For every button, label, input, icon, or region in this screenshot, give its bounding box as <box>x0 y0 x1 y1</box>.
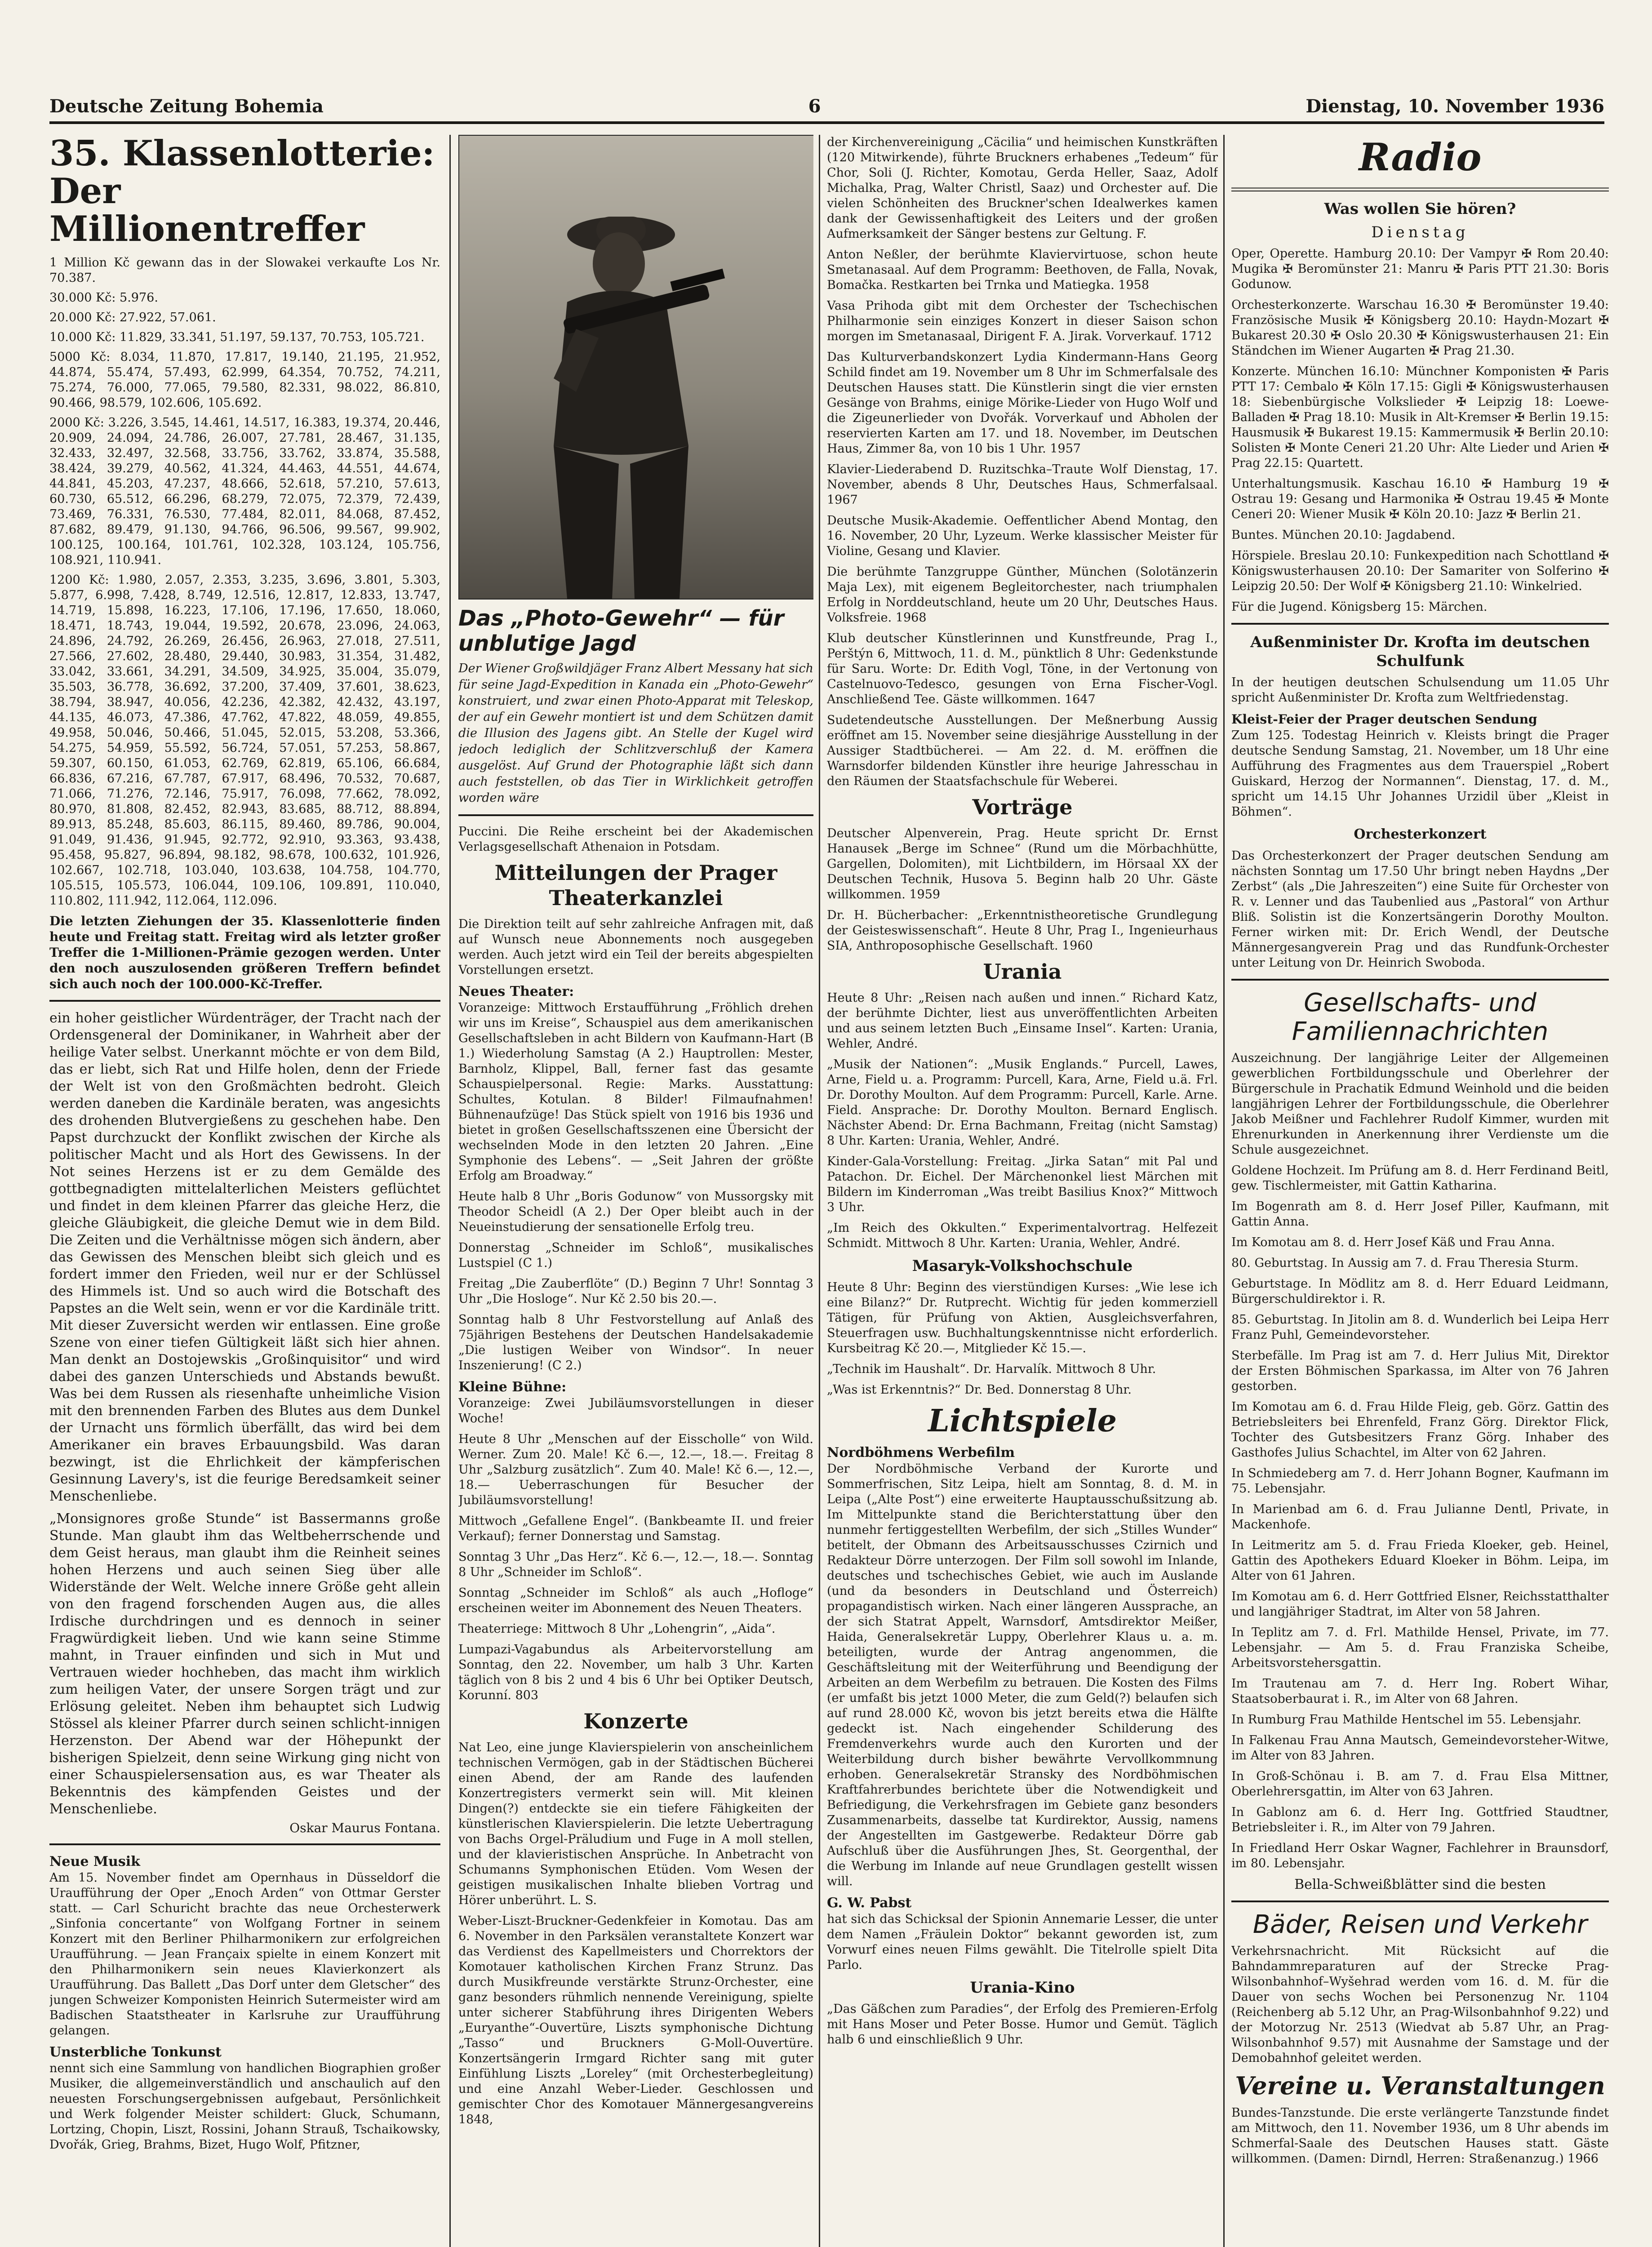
neues-theater-item: Donnerstag „Schneider im Schloß“, musikalisches Lustspiel (C 1.) <box>458 1241 813 1270</box>
urania-kino-text: „Das Gäßchen zum Paradies“, der Erfolg des Premieren-Erfolg mit Hans Moser und Peter Bosse. Humor und Gemüt. Täglich halb 6 und einschließlich 9 Uhr. <box>827 2002 1218 2047</box>
radio-item: Oper, Operette. Hamburg 20.10: Der Vampyr ✠ Rom 20.40: Mugika ✠ Beromünster 21: Manru ✠ Paris PTT 21.30: Boris Godunow. <box>1231 247 1609 291</box>
bella-advert: Bella-Schweißblätter sind die besten <box>1294 1877 1546 1892</box>
urania-kino-title: Urania-Kino <box>970 1979 1075 1997</box>
column-rule <box>819 135 820 2247</box>
pabst-title: G. W. Pabst <box>827 1895 912 1911</box>
prize-line: 30.000 Kč: 5.976. <box>49 291 158 305</box>
prize-line: 1 Million Kč gewann das in der Slowakei verkaufte Los Nr. 70.387. <box>49 256 440 285</box>
gesell-item: Goldene Hochzeit. Im Prüfung am 8. d. Herr Ferdinand Beitl, gew. Tischlermeister, mit Gattin Katharina. <box>1231 1163 1609 1193</box>
col3-intro: der Kirchenvereinigung „Cäcilia“ und heimischen Kunstkräften (120 Mitwirkende), führte Bruckners erhabenes „Tedeum“ für Chor, Soli (J. Richter, Komotau, Gerda Heller, Saaz, Adolf Michalka, Prag, Walter Christl, Saaz) und Orchester auf. Die vielen Schönheiten des Bruckner'schen Idealwerkes kamen dank der Gewissenhaftigkeit des Leiters und der großen Aufmerksamkeit der Sänger bestens zur Geltung. F. <box>827 135 1218 241</box>
baeder-text: Verkehrsnachricht. Mit Rücksicht auf die Bahndammreparaturen auf der Strecke Prag-Wilsonbahnhof–Wyšehrad werden vom 16. d. M. für die Dauer von sechs Wochen bei Personenzug Nr. 1104 (Reichenberg ab 5.12 Uhr, an Prag-Wilsonbahnhof 9.22) und der Motorzug Nr. 2513 (Wiedvat ab 5.87 Uhr, an Prag-Wilsonbahnhof 9.57) mit Ausnahme der Samstage und der Demobahnhof geleitet werden. <box>1231 1944 1609 2065</box>
kleine-buehne-item: Theaterriege: Mittwoch 8 Uhr „Lohengrin“, „Aida“. <box>458 1622 776 1636</box>
kleist-title: Kleist-Feier der Prager deutschen Sendung <box>1231 712 1537 727</box>
concert-notice: Das Kulturverbandskonzert Lydia Kindermann-Hans Georg Schild findet am 19. November um 8 Uhr im Schmerfalsale des Deutschen Hauses statt. Die Künstlerin singt die vier ernsten Gesänge von Brahms, einige Mörike-Lieder von Hugo Wolf und die Zigeunerlieder von Dvořák. Vorverkauf und Abholen der reservierten Karten am 17. und 18. November, im Deutschen Haus, Zimmer 8a, von 10 bis 1 Uhr. 1957 <box>827 350 1218 456</box>
divider <box>1231 623 1609 625</box>
gesell-item: 80. Geburtstag. In Aussig am 7. d. Frau Theresia Sturm. <box>1231 1256 1579 1270</box>
neue-musik-title: Neue Musik <box>49 1854 140 1870</box>
tonkunst-text: nennt sich eine Sammlung von handlichen Biographien großer Musiker, die allgemeinverständlich und anschaulich auf den neuesten Forschungsergebnissen aufgebaut, Persönlichkeit und Werk folgender Meister schildert: Gluck, Schumann, Lortzing, Chopin, Liszt, Rossini, Johann Strauß, Tschaikowsky, Dvořák, Grieg, Brahms, Bizet, Hugo Wolf, Pfitzner, <box>49 2061 440 2152</box>
radio-item: Buntes. München 20.10: Jagdabend. <box>1231 528 1456 542</box>
neue-musik-text: Am 15. November findet am Opernhaus in Düsseldorf die Uraufführung der Oper „Enoch Arden“ von Ottmar Gerster statt. — Carl Schuricht brachte das neue Orchesterwerk „Sinfonia concertante“ von Wolfgang Fortner in seinem Konzert mit den Berliner Philharmonikern zur erfolgreichen Uraufführung. — Jean Françaix spielte in einem Konzert mit den Philharmonikern sein neues Klavierkonzert als Uraufführung. Das Ballett „Das Dorf unter dem Gletscher“ des jungen Schweizer Komponisten Heinrich Sutermeister wird am Badischen Staatstheater in Karlsruhe zur Uraufführung gelangen. <box>49 1871 440 2038</box>
konzerte-item: Nat Leo, eine junge Klavierspielerin von anscheinlichem technischen Vermögen, gab in der Städtischen Bücherei einen Abend, der am Rande des laufenden Konzertregisters vermerkt sein will. Mit kleinen Dingen(?) entdeckte sie ein tiefere Fähigkeiten der künstlerischen Klavierspielerin. Die letzte Uebertragung von Bachs Orgel-Präludium und Fuge in A moll stellen, und der klavieristischen Ansprüche. In Anbetracht von Schumanns Symphonischen Etüden. Vom Wesen der geistigen musikalischen Inhalte blieben Vortrag und Hörer unberührt. L. S. <box>458 1741 813 1907</box>
column-rule <box>1223 135 1225 2247</box>
masaryk-title: Masaryk-Volkshochschule <box>912 1257 1133 1275</box>
gesell-item: Im Bogenrath am 8. d. Herr Josef Piller, Kaufmann, mit Gattin Anna. <box>1231 1199 1609 1229</box>
gesell-item: In Groß-Schönau i. B. am 7. d. Frau Elsa Mittner, Oberlehrersgattin, im Alter von 63 Jahren. <box>1231 1769 1609 1798</box>
urania-item: Kinder-Gala-Vorstellung: Freitag. „Jirka Satan“ mit Pal und Patachon. Dr. Eichel. Der Märchenonkel liest Märchen mit Bildern im Kinderroman „Was treibt Basilius Knox?“ Mittwoch 3 Uhr. <box>827 1155 1218 1214</box>
concert-notice: Anton Neßler, der berühmte Klaviervirtuose, schon heute Smetanasaal. Auf dem Programm: Beethoven, de Falla, Novak, Bomačka. Restkarten bei Trnka und Matiegka. 1958 <box>827 248 1218 292</box>
gesell-item: In Friedland Herr Oskar Wagner, Fachlehrer in Braunsdorf, im 80. Lebensjahr. <box>1231 1841 1609 1870</box>
divider <box>1231 979 1609 981</box>
vereine-text: Bundes-Tanzstunde. Die erste verlängerte Tanzstunde findet am Mittwoch, den 11. November 1936, um 8 Uhr abends im Schmerfal-Saale des Deutschen Hauses statt. Gäste willkommen. (Damen: Dirndl, Herren: Straßenanzug.) 1966 <box>1231 2106 1609 2166</box>
gesell-title: Gesellschafts- und Familiennachrichten <box>1292 988 1549 1046</box>
gesell-item: Geburtstage. In Mödlitz am 8. d. Herr Eduard Leidmann, Bürgerschuldirektor i. R. <box>1231 1277 1609 1306</box>
gesell-item: 85. Geburtstag. In Jitolin am 8. d. Wunderlich bei Leipa Herr Franz Puhl, Gemeindevorsteher. <box>1231 1313 1609 1342</box>
divider <box>1231 187 1609 191</box>
vortraege-item: Dr. H. Bücherbacher: „Erkenntnistheoretische Grundlegung der Geisteswissenschaft“. Heute 8 Uhr, Prag I., Ingenieurhaus SIA, Anthroposophische Gesellschaft. 1960 <box>827 908 1218 953</box>
tonkunst-title: Unsterbliche Tonkunst <box>49 2044 222 2060</box>
prize-line: 1200 Kč: 1.980, 2.057, 2.353, 3.235, 3.696, 3.801, 5.303, 5.877, 6.998, 7.428, 8.749, 12.516, 12.817, 12.833, 13.747, 14.719, 15.898, 16.223, 17.106, 17.196, 17.650, 18.060, 18.471, 18.743, 19.044, 19.592, 20.678, 23.096, 24.063, 24.896, 24.792, 26.269, 26.456, 26.963, 27.018, 27.511, 27.566, 27.602, 28.480, 29.440, 30.983, 31.354, 31.482, 33.042, 33.661, 34.291, 34.509, 34.925, 35.004, 35.079, 35.503, 36.778, 36.692, 37.200, 37.409, 37.601, 38.623, 38.794, 38.947, 40.056, 42.236, 42.382, 42.432, 43.197, 44.135, 46.073, 47.386, 47.762, 47.822, 48.059, 49.855, 49.958, 50.046, 50.466, 51.045, 52.015, 53.208, 53.366, 54.275, 54.959, 55.592, 56.724, 57.051, 57.253, 58.867, 59.307, 60.150, 61.053, 62.769, 62.819, 65.106, 66.684, 66.836, 67.216, 67.787, 67.917, 68.496, 70.532, 70.687, 71.066, 71.276, 72.146, 75.917, 76.098, 77.662, 78.092, 80.970, 81.808, 82.452, 82.943, 83.685, 88.712, 88.894, 89.913, 85.248, 85.603, 86.115, 89.460, 89.786, 90.004, 91.049, 91.436, 91.945, 92.772, 92.910, 93.363, 93.438, 95.458, 95.827, 96.894, 98.182, 98.678, 100.632, 101.926, 102.667, 102.718, 103.040, 103.638, 104.758, 104.770, 105.515, 105.573, 106.044, 109.106, 109.891, 110.040, 110.802, 111.942, 112.064, 112.096. <box>49 573 440 908</box>
concert-notice: Sudetendeutsche Ausstellungen. Der Meßnerbung Aussig eröffnet am 15. November seine diesjährige Ausstellung in der Aussiger Stadtbücherei. — Am 22. d. M. eröffnen die Warnsdorfer bildenden Künstler ihre heurige Jahresschau in den Räumen der Staatsfachschule für Weberei. <box>827 713 1218 788</box>
urania-item: „Musik der Nationen“: „Musik Englands.“ Purcell, Lawes, Arne, Field u. a. Programm: Purcell, Kara, Arne, Field u.ä. Frl. Dr. Dorothy Moulton. Auf dem Programm: Purcell, Karle. Arne. Field. Ansprache: Dr. Dorothy Moulton. Bernard Englisch. Nächster Abend: Dr. Erna Bachmann, Freitag (nicht Samstag) 8 Uhr. Karten: Urania, Wehler, André. <box>827 1057 1218 1148</box>
divider <box>458 814 813 816</box>
gesell-item: In Rumburg Frau Mathilde Hentschel im 55. Lebensjahr. <box>1231 1713 1581 1727</box>
kleine-buehne-title: Kleine Bühne: <box>458 1379 567 1395</box>
gesell-item: In Leitmeritz am 5. d. Frau Frieda Kloeker, geb. Heinel, Gattin des Apothekers Eduard Kloeker in Böhm. Leipa, im Alter von 61 Jahren. <box>1231 1538 1609 1583</box>
header-masthead: Deutsche Zeitung Bohemia <box>49 96 324 117</box>
theater-intro: Die Direktion teilt auf sehr zahlreiche Anfragen mit, daß auf Wunsch neue Abonnements noch ausgegeben werden. Auch jetzt wird ein Teil der bereits abgespielten Vorstellungen ersetzt. <box>458 917 813 977</box>
orch-title: Orchesterkonzert <box>1354 826 1487 842</box>
gesell-item: In Teplitz am 7. d. Frl. Mathilde Hensel, Private, im 77. Lebensjahr. — Am 5. d. Frau Franziska Scheibe, Arbeitsvorstehersgattin. <box>1231 1625 1609 1670</box>
aussenmin-text: In der heutigen deutschen Schulsendung um 11.05 Uhr spricht Außenminister Dr. Krofta zum Weltfriedenstag. <box>1231 675 1609 705</box>
radio-item: Unterhaltungsmusik. Kaschau 16.10 ✠ Hamburg 19 ✠ Ostrau 19: Gesang und Harmonika ✠ Ostrau 19.45 ✠ Monte Ceneri 20: Wiener Musik ✠ Köln 20.10: Jazz ✠ Berlin 21. <box>1231 477 1609 521</box>
lichtspiele-title: Lichtspiele <box>928 1403 1117 1439</box>
urania-item: „Im Reich des Okkulten.“ Experimentalvortrag. Helfezeit Schmidt. Mittwoch 8 Uhr. Karten: Urania, Wehler, André. <box>827 1221 1218 1250</box>
urania-item: Heute 8 Uhr: „Reisen nach außen und innen.“ Richard Katz, der berühmte Dichter, liest aus unveröffentlichten Arbeiten und aus seinem letzten Buch „Einsame Insel“. Karten: Urania, Wehler, André. <box>827 991 1218 1051</box>
gesell-item: Sterbefälle. Im Prag ist am 7. d. Herr Julius Mit, Direktor der Ersten Böhmischen Sparkassa, im Alter von 76 Jahren gestorben. <box>1231 1349 1609 1393</box>
urania-title: Urania <box>983 959 1062 984</box>
nordb-title: Nordböhmens Werbefilm <box>827 1445 1015 1461</box>
divider <box>49 1000 440 1002</box>
aussenmin-title: Außenminister Dr. Krofta im deutschen Schulfunk <box>1250 633 1590 670</box>
radio-question: Was wollen Sie hören? <box>1324 200 1516 218</box>
gesell-item: In Schmiedeberg am 7. d. Herr Johann Bogner, Kaufmann im 75. Lebensjahr. <box>1231 1466 1609 1496</box>
masaryk-item: Heute 8 Uhr: Beginn des vierstündigen Kurses: „Wie lese ich eine Bilanz?“ Dr. Rutprecht. Wichtig für jeden kommerziell Tätigen, für Prüfung von Aktien, Ausgleichsverfahren, Steuerfragen usw. Buchhaltungskenntnisse nicht erforderlich. Kursbeitrag Kč 20.—, Mitglieder Kč 15.—. <box>827 1280 1218 1355</box>
nordb-text: Der Nordböhmische Verband der Kurorte und Sommerfrischen, Sitz Leipa, hielt am Sonntag, 8. d. M. in Leipa („Alte Post“) eine erweiterte Hauptausschußsitzung ab. Im Mittelpunkte stand die Berichterstattung über den nunmehr fertiggestellten Werbefilm, der sich „Stilles Wunder“ betitelt, der Obmann des Arbeitsausschusses Czirnich und Redakteur Dörre unterzogen. Der Film soll sowohl im Inlande, deutsches und tschechisches Gebiet, wie auch im Auslande (und da besonders in Deutschland und Österreich) propagandistisch wirken. Nach einer längeren Aussprache, an der sich Statrat Appelt, Warnsdorf, Amtsdirektor Meißer, Haida, Generalsekretär Luppy, Oberlehrer Klaus u. a. m. beteiligten, wurde der Antrag angenommen, die Geschäftsleitung mit der Weiterführung und Beendigung der Arbeiten an dem Werbefilm zu betrauen. Die Kosten des Films (er umfaßt bis jetzt 1000 Meter, die zum Geld(?) belaufen sich auf rund 28.000 Kč, wovon bis jetzt bereits etwa die Hälfte gedeckt ist. Nach eingehender Schilderung des Fremdenverkehrs wurde auch den Kurorten und der Weiterbildung durch bisher bewährte Vervollkommnung erhoben. Generalsekretär Stransky des Nordböhmischen Kraftfahrerbundes berichtete über die Notwendigkeit und Befriedigung, die Verkehrsfragen im Gebiete ganz besonders Zusammenarbeits, dasselbe tat Kurdirektor, Aussig, namens der Angestellten im Gastgewerbe. Redakteur Dörre gab Aufschluß über die Ausführungen Jhes, St. Georgenthal, der die Werbung im Inlande auf neue Grundlagen gestellt wissen will. <box>827 1462 1218 1888</box>
radio-day: Dienstag <box>1371 223 1469 241</box>
radio-item: Orchesterkonzerte. Warschau 16.30 ✠ Beromünster 19.40: Französische Musik ✠ Königsberg 20.10: Haydn-Mozart ✠ Bukarest 20.30 ✠ Oslo 20.30 ✠ Königswusterhausen 21: Ein Ständchen im Wiener Augarten ✠ Prag 21.30. <box>1231 298 1609 358</box>
column-rule <box>449 135 451 2247</box>
neues-theater-item: Heute halb 8 Uhr „Boris Godunow“ von Mussorgsky mit Theodor Scheidl (A 2.) Der Oper bleibt auch in der Neueinstudierung der sensationelle Erfolg treu. <box>458 1190 813 1234</box>
lottery-headline: 35. Klassenlotterie: Der Millionentreffer <box>49 135 435 249</box>
divider <box>49 1843 440 1845</box>
kleine-buehne-item: Sonntag 3 Uhr „Das Herz“. Kč 6.—, 12.—, 18.—. Sonntag 8 Uhr „Schneider im Schloß“. <box>458 1550 813 1579</box>
gesell-item: Im Komotau am 8. d. Herr Josef Käß und Frau Anna. <box>1231 1235 1555 1249</box>
pabst-text: hat sich das Schicksal der Spionin Annemarie Lesser, die unter dem Namen „Fräulein Doktor“ bekannt geworden ist, zum Vorwurf eines neuen Films gewählt. Die Titelrolle spielt Dita Parlo. <box>827 1912 1218 1972</box>
vortraege-title: Vorträge <box>972 795 1073 819</box>
prize-line: 5000 Kč: 8.034, 11.870, 17.817, 19.140, 21.195, 21.952, 44.874, 55.474, 57.493, 62.999, 64.354, 70.752, 74.211, 75.274, 76.000, 77.065, 79.580, 82.331, 98.022, 86.810, 90.466, 98.579, 102.606, 105.692. <box>49 350 440 410</box>
essay-paragraph: „Monsignores große Stunde“ ist Bassermanns große Stunde. Man glaubt ihm das Weltbeherrschende und dem Geist heraus, man glaubt ihm die Reinheit seines hohen Herzens und auch seinen Sieg über alle Widerstände der Welt. Welche innere Größe geht allein von den fragend forschenden Augen aus, die alles Irdische durchdringen und es dennoch in seiner Fragwürdigkeit lieben. Und wie kann seine Stimme mahnt, in Trauer einfinden und sich in Mut und Vertrauen wieder hochheben, das macht ihm wirklich zum heiligen Vater, der unsere Sorgen trägt und zur Erlösung geleitet. Neben ihm behauptet sich Ludwig Stössel als kleiner Pfarrer durch seinen schlicht-innigen Herzenston. Der Abend war der Höhepunkt der bisherigen Spielzeit, denn seine Wirkung ging nicht von einer Schauspielersensation aus, es war Theater als Bekenntnis des kämpfenden Geistes und der Menschenliebe. <box>49 1511 440 1817</box>
orch-text: Das Orchesterkonzert der Prager deutschen Sendung am nächsten Sonntag um 17.50 Uhr bringt neben Haydns „Der Zerbst“ (als „Die Jahreszeiten“) eine Suite für Orchester von R. v. Lenner und das Taubenlied aus „Pastoral“ von Arthur Bliß. Solistin ist die Konzertsängerin Dorothy Moulton. Ferner wirken mit: Dr. Erich Wendl, der Deutsche Männergesangverein Prag und das Rundfunk-Orchester unter Leitung von Dr. Heinrich Swoboda. <box>1231 849 1609 970</box>
neues-theater-item: Voranzeige: Mittwoch Erstaufführung „Fröhlich drehen wir uns im Kreise“, Schauspiel aus dem amerikanischen Gesellschaftsleben in acht Bildern von Kaufmann-Hart (B 1.) Wiederholung Samstag (A 2.) Hauptrollen: Mester, Barnholz, Klippel, Ball, ferner fast das gesamte Schauspielpersonal. Regie: Marks. Ausstattung: Schultes, Kotulan. 8 Bilder! Filmaufnahmen! Bühnenaufzüge! Das Stück spielt von 1916 bis 1936 und bietet in großen Gesellschaftsszenen eine Übersicht der wechselnden Mode in den letzten 20 Jahren. „Eine Symphonie des Lebens“. — „Seit Jahren der größte Erfolg am Broadway.“ <box>458 1001 813 1183</box>
vortraege-item: Deutscher Alpenverein, Prag. Heute spricht Dr. Ernst Hanausek „Berge im Schnee“ (Rund um die Mörbachhütte, Gargellen, Dolomiten), mit Lichtbildern, im Hörsaal XX der Deutschen Technik, Husova 5. Beginn halb 20 Uhr. Gäste willkommen. 1959 <box>827 826 1218 901</box>
neues-theater-item: Sonntag halb 8 Uhr Festvorstellung auf Anlaß des 75jährigen Bestehens der Deutschen Handelsakademie „Die lustigen Weiber von Windsor“. In neuer Inszenierung! (C 2.) <box>458 1313 813 1372</box>
concert-notice: Klub deutscher Künstlerinnen und Kunstfreunde, Prag I., Perštýn 6, Mittwoch, 11. d. M., pünktlich 8 Uhr: Gedenkstunde für Saru. Worte: Dr. Edith Vogl, Töne, in der Vertonung von Castelnuovo-Tedesco, gesungen von Erna Fischer-Vogl. Anschließend Tee. Gäste willkommen. 1647 <box>827 631 1218 706</box>
kleist-text: Zum 125. Todestag Heinrich v. Kleists bringt die Prager deutsche Sendung Samstag, 21. November, um 18 Uhr eine Aufführung des Fragmentes aus dem Trauerspiel „Robert Guiskard, Herzog der Normannen“. Dienstag, 17. d. M., spricht um 14.15 Uhr Johannes Urzidil über „Kleist in Böhmen“. <box>1231 728 1609 819</box>
konzerte-title: Konzerte <box>583 1709 688 1733</box>
photo-caption: Der Wiener Großwildjäger Franz Albert Messany hat sich für seine Jagd-Expedition in Kanada ein „Photo-Gewehr“ konstruiert, und zwar einen Photo-Apparat mit Teleskop, der auf ein Gewehr montiert ist und dem Schützen damit die Illusion des Jagens gibt. An Stelle der Kugel wird jedoch lediglich der Schlitzverschluß der Kamera ausgelöst. Auf Grund der Photographie läßt sich dann auch feststellen, ob das Tier in Wirklichkeit getroffen worden wäre <box>458 662 813 805</box>
concert-notice: Deutsche Musik-Akademie. Oeffentlicher Abend Montag, den 16. November, 20 Uhr, Lyzeum. Werke klassischer Meister für Violine, Gesang und Klavier. <box>827 514 1218 558</box>
hunter-photo <box>458 135 813 599</box>
gesell-item: In Marienbad am 6. d. Frau Julianne Dentl, Private, in Mackenhofe. <box>1231 1502 1609 1532</box>
essay-paragraph: ein hoher geistlicher Würdenträger, der Tracht nach der Ordensgeneral der Dominikaner, in Wahrheit aber der heilige Vater selbst. Unerkannt möchte er von dem Bild, das er liebt, sich Rat und Hilfe holen, denn der Friede der Welt ist von den Großmächten bedroht. Gleich werden daneben die Kardinäle beraten, was angesichts des drohenden Blutvergießens zu geschehen habe. Den Papst durchzuckt der Konflikt zwischen der Kirche als politischer Macht und als Hort des Gewissens. In der Not seines Herzens ist er zu dem Gemälde des gottbegnadigten mittelalterlichen Meisters geflüchtet und findet in dem kleinen Pfarrer das gleiche Herz, die gleiche Gläubigkeit, die gleiche Demut wie in dem Bild. Die Zeiten und die Verhältnisse mögen sich ändern, aber das Gewissen des Menschen bleibt sich gleich und es fordert immer den Frieden, weil nur er der Schlüssel des Himmels ist. Und so auch wird die Botschaft des Papstes an die Welt sein, wenn er vor die Kardinäle tritt. Mit dieser Zuversicht werden wir entlassen. Eine große Szene von einer tiefen Gültigkeit läßt sich hier ahnen. Man denkt an Dostojewskis „Großinquisitor“ und wird dabei des ganzen Unterschieds und Abstands bewußt. Was bei dem Russen als riesenhafte unheimliche Vision mit den brennenden Farben des Blutes aus dem Dunkel der Urnacht uns förmlich überfällt, das wird bei dem Amerikaner ein braves Erbauungsbild. Was daran bezwingt, ist die Ehrlichkeit der kämpferischen Gesinnung Lavery's, ist die feurige Beredsamkeit seiner Menschenliebe. <box>49 1010 440 1504</box>
column-4 <box>1231 135 1609 2247</box>
masaryk-item: „Was ist Erkenntnis?“ Dr. Bed. Donnerstag 8 Uhr. <box>827 1383 1132 1397</box>
lumpazi-note: Lumpazi-Vagabundus als Arbeitervorstellung am Sonntag, den 22. November, um halb 3 Uhr. Karten täglich von 8 bis 2 und 4 bis 6 Uhr bei Optiker Deutsch, Korunní. 803 <box>458 1643 813 1702</box>
baeder-title: Bäder, Reisen und Verkehr <box>1252 1910 1588 1939</box>
gesell-item: In Gablonz am 6. d. Herr Ing. Gottfried Staudtner, Betriebsleiter i. R., im Alter von 79 Jahren. <box>1231 1805 1609 1834</box>
header-date: Dienstag, 10. November 1936 <box>1306 96 1604 117</box>
prize-line: 20.000 Kč: 27.922, 57.061. <box>49 311 216 324</box>
gesell-item: In Falkenau Frau Anna Mautsch, Gemeindevorsteher-Witwe, im Alter von 83 Jahren. <box>1231 1733 1609 1763</box>
divider <box>1231 1901 1609 1902</box>
masaryk-item: „Technik im Haushalt“. Dr. Harvalík. Mittwoch 8 Uhr. <box>827 1362 1156 1376</box>
radio-item: Hörspiele. Breslau 20.10: Funkexpedition nach Schottland ✠ Königswusterhausen 20.10: Der Samariter von Solferino ✠ Leipzig 20.50: Der Wolf ✠ Königsberg 21.10: Winkelried. <box>1231 549 1609 593</box>
konzerte-item: Weber-Liszt-Bruckner-Gedenkfeier in Komotau. Das am 6. November in den Parksälen veranstaltete Konzert war das Verdienst des Kapellmeisters und Chorrektors der Komotauer katholischen Kirchen Franz Strunz. Das durch Musikfreunde verstärkte Strunz-Orchester, eine ganz besonders rühmlich nennende Vereinigung, spielte unter sicherer Stabführung ihres Dirigenten Webers „Euryanthe“-Ouvertüre, Liszts symphonische Dichtung „Tasso“ und Bruckners G-Moll-Ouvertüre. Konzertsängerin Irmgard Richter sang mit guter Einfühlung Liszts „Loreley“ (mit Orchesterbegleitung) und eine Anzahl Weber-Lieder. Geschlossen und gemischter Chor des Komotauer Männergesangvereins 1848, <box>458 1914 813 2127</box>
kleine-buehne-item: Mittwoch „Gefallene Engel“. (Bankbeamte II. und freier Verkauf); ferner Donnerstag und Samstag. <box>458 1514 813 1543</box>
column-3 <box>827 135 1218 2247</box>
neues-theater-title: Neues Theater: <box>458 984 574 999</box>
concert-notice: Vasa Prihoda gibt mit dem Orchester der Tschechischen Philharmonie sein einziges Konzert in dieser Saison schon morgen im Smetanasaal, Dirigent F. A. Jirak. Vorverkauf. 1712 <box>827 299 1218 343</box>
kleine-buehne-item: Voranzeige: Zwei Jubiläumsvorstellungen in dieser Woche! <box>458 1396 813 1425</box>
gesell-item: Im Trautenau am 7. d. Herr Ing. Robert Wihar, Staatsoberbaurat i. R., im Alter von 68 Jahren. <box>1231 1677 1609 1706</box>
puccini-note: Puccini. Die Reihe erscheint bei der Akademischen Verlagsgesellschaft Athenaion in Potsdam. <box>458 825 813 854</box>
column-2 <box>458 135 813 2247</box>
hunter-silhouette-icon <box>500 167 733 599</box>
radio-item: Für die Jugend. Königsberg 15: Märchen. <box>1231 600 1488 614</box>
prize-line: 2000 Kč: 3.226, 3.545, 14.461, 14.517, 16.383, 19.374, 20.446, 20.909, 24.094, 24.786, 26.007, 27.781, 28.467, 31.135, 32.433, 32.497, 32.568, 33.756, 33.762, 33.874, 35.588, 38.424, 39.279, 40.562, 41.324, 44.463, 44.551, 44.674, 44.841, 45.203, 47.237, 48.666, 52.618, 57.210, 57.613, 60.730, 65.512, 66.296, 68.279, 72.075, 72.379, 72.439, 73.469, 76.331, 76.530, 77.484, 82.011, 84.068, 87.452, 87.682, 89.479, 91.130, 94.766, 96.506, 99.567, 99.902, 100.125, 100.164, 101.761, 102.328, 103.124, 105.756, 108.921, 110.941. <box>49 416 440 567</box>
vereine-title: Vereine u. Veranstaltungen <box>1235 2071 1605 2100</box>
neues-theater-item: Freitag „Die Zauberflöte“ (D.) Beginn 7 Uhr! Sonntag 3 Uhr „Die Hosloge“. Nur Kč 2.50 bis 20.—. <box>458 1277 813 1306</box>
theater-section-title: Mitteilungen der Prager Theaterkanzlei <box>494 861 777 910</box>
kleine-buehne-item: Sonntag „Schneider im Schloß“ als auch „Hofloge“ erscheinen weiter im Abonnement des Neuen Theaters. <box>458 1586 813 1615</box>
radio-title: Radio <box>1359 135 1482 179</box>
gesell-item: Im Komotau am 6. d. Frau Hilde Fleig, geb. Görz. Gattin des Betriebsleiters bei Ehrenfeld, Franz Görg. Direktor Flick, Tochter des Gutsbesitzers Franz Görg. Inhaber des Gasthofes Julius Schachtel, im Alter von 62 Jahren. <box>1231 1400 1609 1460</box>
radio-item: Konzerte. München 16.10: Münchner Komponisten ✠ Paris PTT 17: Cembalo ✠ Köln 17.15: Gigli ✠ Königswusterhausen 18: Siebenbürgische Volkslieder ✠ Leipzig 18: Loewe-Balladen ✠ Prag 18.10: Musik in Alt-Kremser ✠ Berlin 19.15: Hausmusik ✠ Bukarest 19.15: Kammermusik ✠ Berlin 20.10: Solisten ✠ Monte Ceneri 21.20 Uhr: Alte Lieder und Arien ✠ Prag 22.15: Quartett. <box>1231 364 1609 470</box>
header-page-number: 6 <box>808 96 821 117</box>
essay-signature: Oskar Maurus Fontana. <box>289 1821 440 1835</box>
photo-caption-title: Das „Photo-Gewehr“ — für unblutige Jagd <box>458 606 784 656</box>
kleine-buehne-item: Heute 8 Uhr „Menschen auf der Eisscholle“ von Wild. Werner. Zum 20. Male! Kč 6.—, 12.—, 18.—. Freitag 8 Uhr „Salzburg zusätzlich“. Zum 40. Male! Kč 6.—, 12.—, 18.— Ueberraschungen für Besucher der Jubiläumsvorstellung! <box>458 1432 813 1507</box>
prize-line: 10.000 Kč: 11.829, 33.341, 51.197, 59.137, 70.753, 105.721. <box>49 330 425 344</box>
concert-notice: Klavier-Liederabend D. Ruzitschka–Traute Wolf Dienstag, 17. November, abends 8 Uhr, Deutsches Haus, Schmerfalsaal. 1967 <box>827 462 1218 507</box>
lottery-footer: Die letzten Ziehungen der 35. Klassenlotterie finden heute und Freitag statt. Freitag wird als letzter großer Treffer die 1-Millionen-Prämie gezogen werden. Unter den noch auszulosenden größeren Treffern befindet sich auch noch der 100.000-Kč-Treffer. <box>49 914 440 991</box>
gesell-item: Im Komotau am 6. d. Herr Gottfried Elsner, Reichsstatthalter und langjähriger Stadtrat, im Alter von 58 Jahren. <box>1231 1590 1609 1619</box>
page-header <box>49 85 1604 124</box>
column-1 <box>49 135 440 2247</box>
concert-notice: Die berühmte Tanzgruppe Günther, München (Solotänzerin Maja Lex), mit eigenem Begleitorchester, nach triumphalen Erfolg in Norddeutschland, heute um 20 Uhr, Deutsches Haus. Volksfreie. 1968 <box>827 565 1218 625</box>
gesell-item: Auszeichnung. Der langjährige Leiter der Allgemeinen gewerblichen Fortbildungsschule und Oberlehrer der Bürgerschule in Prachatik Edmund Weinhold und die beiden langjährigen Lehrer der Fortbildungsschule, die Oberlehrer Jakob Meißner und Fachlehrer Rudolf Kimmer, wurden mit Ehrenurkunden in Anerkennung ihrer Verdienste um die Schule ausgezeichnet. <box>1231 1051 1609 1157</box>
